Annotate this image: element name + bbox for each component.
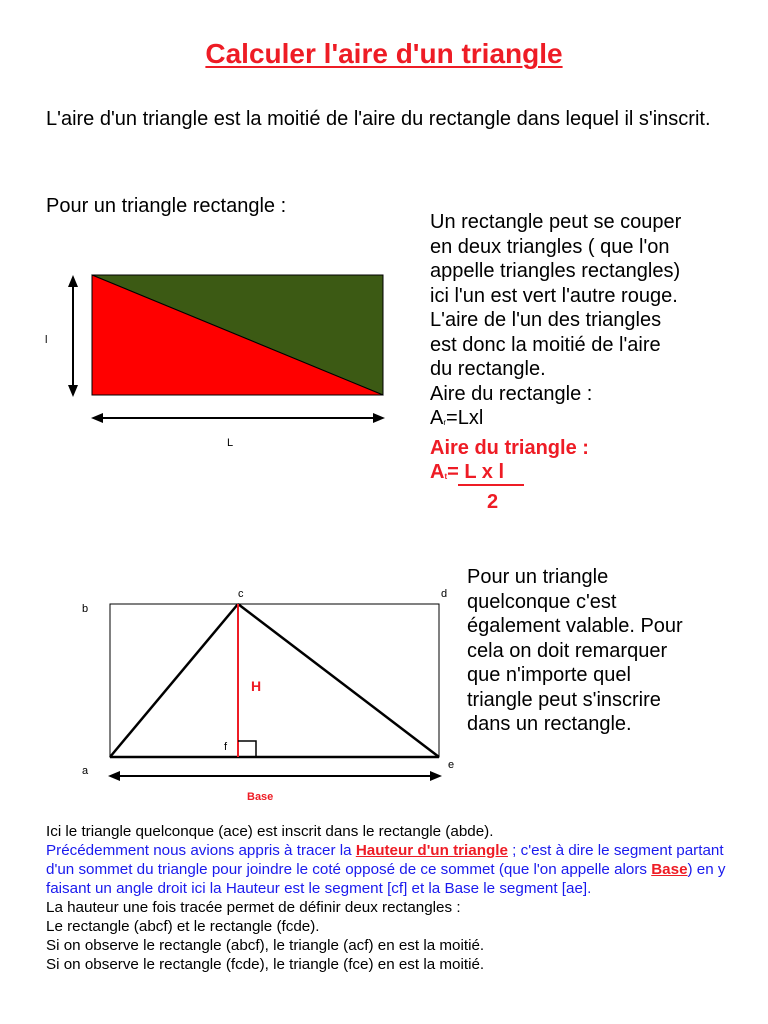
rectangle-abde [110, 604, 439, 757]
label-d: d [441, 588, 448, 600]
page-title: Calculer l'aire d'un triangle [205, 38, 563, 69]
para2-line: Pour un triangle [467, 566, 609, 588]
label-f: f [224, 741, 228, 753]
bottom-line-6: Si on observe le rectangle (fcde), le triangle (fce) en est la moitié. [46, 956, 485, 973]
para2-line: quelconque c'est [467, 590, 617, 613]
para1-line: Aire du rectangle : [430, 382, 593, 405]
para2-line: triangle peut s'inscrire [467, 688, 661, 711]
height-arrow-top-head [68, 275, 78, 287]
label-a: a [82, 765, 89, 777]
width-arrow-left-head [91, 413, 103, 423]
bottom-line-4: Le rectangle (abcf) et le rectangle (fcde). [46, 918, 320, 935]
bottom-line-5: Si on observe le rectangle (abcf), le triangle (acf) en est la moitié. [46, 937, 485, 954]
link-hauteur[interactable]: Hauteur d'un triangle [355, 842, 508, 859]
bottom-blue-paragraph: Précédemment nous avions appris à tracer la Hauteur d'un triangle ; c'est à dire le segment partant d'un sommet du triangle pour joindre le coté opposé de ce sommet (que l'on appelle alors Base) en y faisant un angle droit ici la Hauteur est le segment [cf] et la Base le segment [ae]. [46, 842, 726, 897]
triangle-area-denominator: 2 [487, 490, 499, 513]
intro-paragraph: L'aire d'un triangle est la moitié de l'aire du rectangle dans lequel il s'inscrit. [46, 108, 711, 130]
label-l: l [45, 334, 48, 346]
para1-line: Un rectangle peut se couper [430, 211, 682, 233]
right-triangle-explanation [430, 210, 750, 514]
para2-line: que n'importe quel [467, 664, 631, 686]
para1-line: appelle triangles rectangles) [430, 260, 681, 282]
rectangle-area-formula: $A_r=Lxl$ [430, 407, 484, 429]
para2-line: cela on doit remarquer [467, 639, 668, 662]
side-ce [238, 604, 439, 757]
any-triangle-figure [75, 582, 475, 807]
para1-line: L'aire de l'un des triangles [430, 309, 662, 331]
label-base: Base [247, 791, 274, 803]
label-c: c [238, 588, 244, 600]
height-arrow-bottom-head [68, 385, 78, 397]
triangle-area-heading: Aire du triangle : [430, 436, 589, 459]
base-arrow-left-head [108, 771, 120, 781]
para1-line: en deux triangles ( que l'on [430, 235, 670, 258]
label-e: e [448, 759, 455, 771]
para2-line: également valable. Pour [467, 615, 683, 637]
para1-line: du rectangle. [430, 358, 546, 380]
label-H: H [251, 678, 262, 694]
bottom-explanation [46, 822, 736, 974]
link-base[interactable]: Base [651, 861, 688, 878]
label-L: L [227, 437, 234, 449]
side-ac [110, 604, 238, 757]
right-angle-mark [238, 741, 256, 757]
bottom-line-3: La hauteur une fois tracée permet de définir deux rectangles : [46, 899, 461, 916]
right-triangle-figure [30, 265, 400, 455]
para1-line: ici l'un est vert l'autre rouge. [430, 284, 678, 307]
para2-line: dans un rectangle. [467, 713, 632, 735]
label-b: b [82, 603, 89, 615]
fraction-bar [458, 484, 524, 486]
any-triangle-explanation [467, 565, 747, 737]
base-arrow-right-head [430, 771, 442, 781]
bottom-line-1: Ici le triangle quelconque (ace) est inscrit dans le rectangle (abde). [46, 823, 494, 840]
section-heading-right-triangle: Pour un triangle rectangle : [46, 195, 287, 217]
width-arrow-right-head [373, 413, 385, 423]
triangle-area-formula: $A_t= L$ x l [430, 460, 750, 490]
para1-line: est donc la moitié de l'aire [430, 333, 661, 356]
